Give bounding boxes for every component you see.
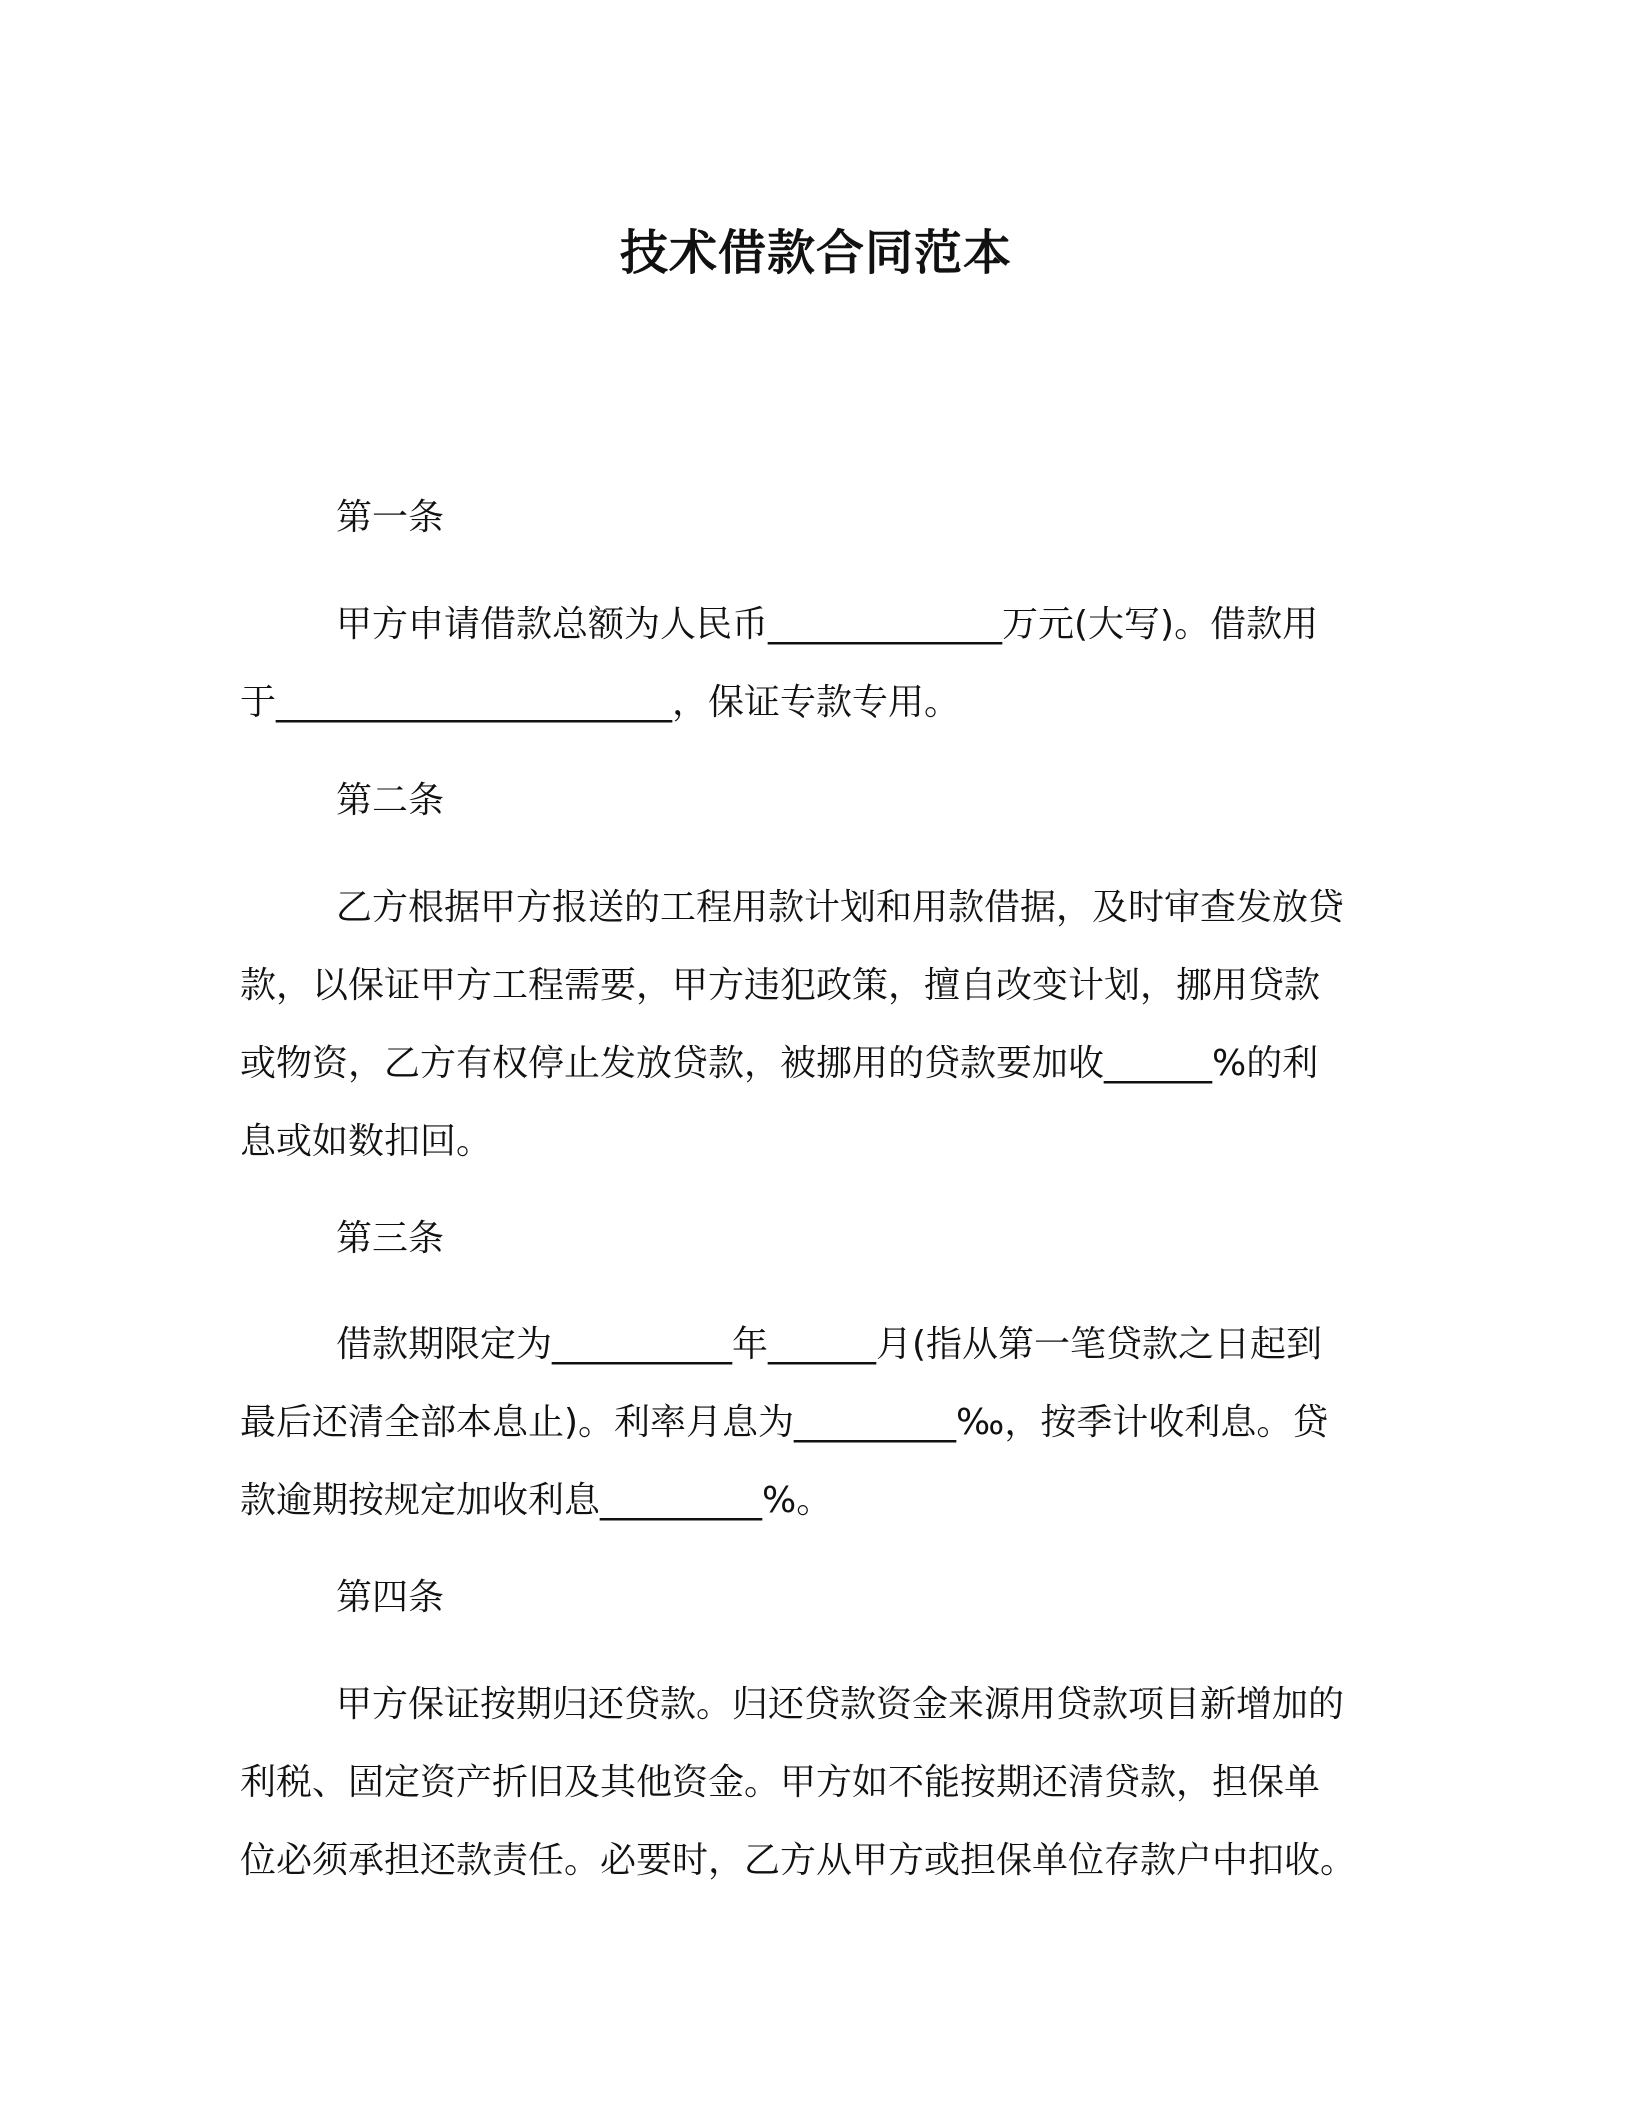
- article-2-line-1: 乙方根据甲方报送的工程用款计划和用款借据，及时审查发放贷: [336, 887, 1345, 928]
- article-2-body: [240, 869, 1380, 1181]
- article-4-body: [240, 1666, 1380, 1900]
- article-3-heading: 第三条: [336, 1218, 445, 1259]
- document-title: 技术借款合同范本: [619, 225, 1012, 281]
- article-4-line-2: 利税、固定资产折旧及其他资金。甲方如不能按期还清贷款，担保单: [240, 1762, 1321, 1803]
- article-3-line-2: 最后还清全部本息止)。利率月息为_________‰，按季计收利息。贷: [240, 1402, 1329, 1443]
- article-4-line-1: 甲方保证按期归还贷款。归还贷款资金来源用贷款项目新增加的: [336, 1684, 1345, 1725]
- article-2-heading: 第二条: [336, 780, 445, 821]
- article-4-line-3: 位必须承担还款责任。必要时，乙方从甲方或担保单位存款户中扣收。: [240, 1840, 1357, 1881]
- article-3-body: [240, 1306, 1380, 1540]
- article-4-heading: 第四条: [336, 1577, 445, 1618]
- article-1-line-1: 甲方申请借款总额为人民币_____________万元(大写)。借款用: [336, 604, 1319, 645]
- article-1-body: [240, 586, 1380, 742]
- article-2-line-3: 或物资，乙方有权停止发放贷款，被挪用的贷款要加收______%的利: [240, 1043, 1319, 1084]
- article-2-line-2: 款，以保证甲方工程需要，甲方违犯政策，擅自改变计划，挪用贷款: [240, 965, 1321, 1006]
- article-1-heading: 第一条: [336, 497, 445, 538]
- article-1-line-2: 于______________________，保证专款专用。: [240, 682, 961, 723]
- article-3-line-3: 款逾期按规定加收利息_________%。: [240, 1480, 833, 1521]
- article-3-line-1: 借款期限定为__________年______月(指从第一笔贷款之日起到: [336, 1324, 1323, 1365]
- article-2-line-4: 息或如数扣回。: [240, 1121, 493, 1162]
